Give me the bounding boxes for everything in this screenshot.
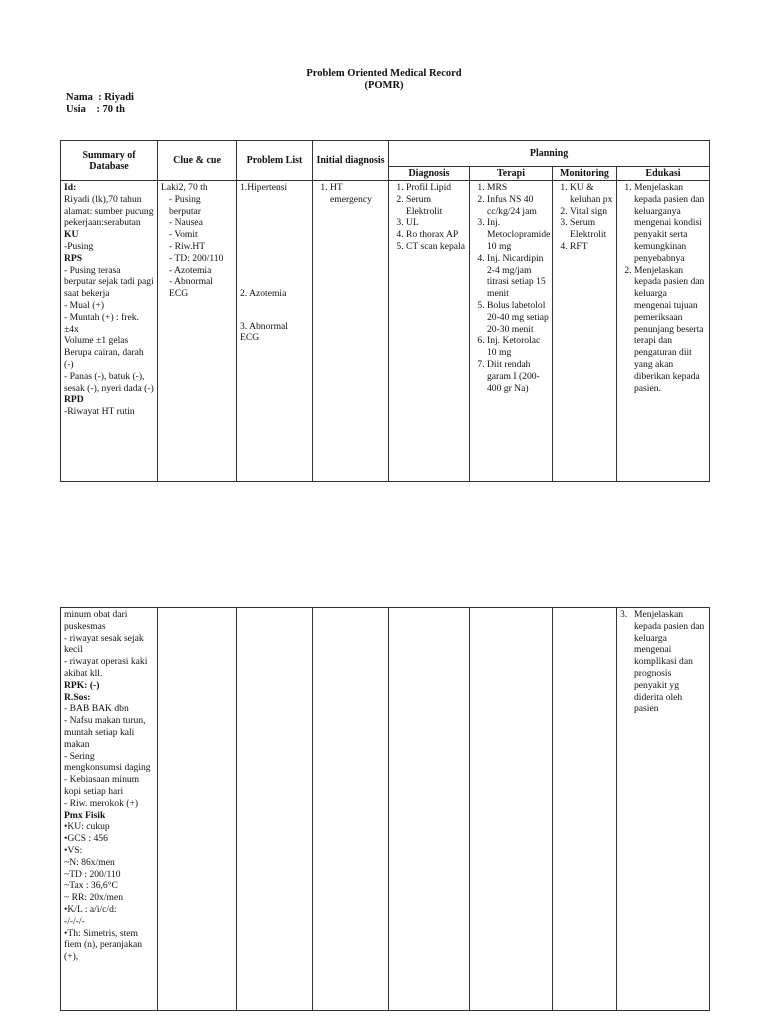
summary-line: Volume ±1 gelas Berupa cairan, darah (-) <box>64 335 144 370</box>
summary-line: - Sering mengkonsumsi daging <box>64 750 151 774</box>
edukasi-item: Menjelaskan kepada pasien dan keluarga mengenai komplikasi dan prognosis penyakit yg diderita oleh pasien <box>634 609 705 715</box>
summary-line: ~N: 86x/men <box>64 856 115 868</box>
clue-item: - Abnormal ECG <box>169 276 213 300</box>
summary-line: - Riw. merokok (+) <box>64 797 139 809</box>
summary-line: ~ RR: 20x/men <box>64 892 124 904</box>
header-diagnosis: Diagnosis <box>389 167 470 181</box>
planning-diagnosis-cell <box>389 181 470 482</box>
planning-terapi-cell <box>470 181 553 482</box>
summary-line: -Riwayat HT rutin <box>64 406 135 418</box>
diagnosis-item: 1. Profil Lipid <box>406 182 466 194</box>
summary-line: ~Tax : 36,6°C <box>64 880 118 892</box>
summary-line: Riyadi (lk),70 tahun <box>64 193 142 205</box>
summary-line: minum obat dari puskesmas <box>64 609 128 632</box>
summary-line: RPD <box>64 394 84 406</box>
problem-item: 3. Abnormal ECG <box>240 320 288 344</box>
initial-diagnosis-cell <box>313 181 389 482</box>
pomr-table-page2 <box>60 607 710 1011</box>
summary-line: - Mual (+) <box>64 299 105 311</box>
summary-line: Pmx Fisik <box>64 809 106 821</box>
summary-line: R.Sos: <box>64 691 91 703</box>
summary-line: - Pusing terasa berputar sejak tadi pagi saat bekerja <box>64 264 154 300</box>
monitoring-item: 1. KU & keluhan px <box>570 182 613 206</box>
clue-item: - Riw.HT <box>169 240 206 252</box>
diagnosis-item: 2. Serum Elektrolit <box>406 194 466 218</box>
diagnosis-item: 5. CT scan kepala <box>406 241 466 253</box>
summary-line: ~TD : 200/110 <box>64 868 121 880</box>
monitoring-item: 2. Vital sign <box>570 206 613 218</box>
summary-line: - Kebiasaan minum kopi setiap hari <box>64 774 140 797</box>
summary-line: KU <box>64 229 79 241</box>
terapi-item: 7. Diit rendah garam I (200-400 gr Na) <box>487 359 549 394</box>
summary-line: - riwayat sesak sejak kecil <box>64 632 144 656</box>
planning-monitoring-cell <box>553 181 617 482</box>
terapi-item: 2. Infus NS 40 cc/kg/24 jam <box>487 194 549 218</box>
summary-cell <box>61 608 158 1011</box>
summary-line: - Panas (-), batuk (-), sesak (-), nyeri dada (-) <box>64 370 154 394</box>
header-clue: Clue & cue <box>158 141 237 181</box>
problem-item: 1.Hipertensi <box>240 182 288 193</box>
clue-item: - TD: 200/110 <box>169 252 224 264</box>
diagnosis-item: 3. UL <box>406 217 466 229</box>
summary-line: - riwayat operasi kaki akibat kll. <box>64 656 148 679</box>
terapi-item: 6. Inj. Ketorolac 10 mg <box>487 335 549 359</box>
clue-cell <box>158 608 237 1011</box>
summary-line: alamat: sumber pucung <box>64 205 154 217</box>
initial-diagnosis-item: 1. HT emergency <box>330 182 385 206</box>
summary-line: - Nafsu makan turun, muntah setiap kali makan <box>64 715 146 750</box>
header-initial-diagnosis: Initial diagnosis <box>313 141 389 181</box>
header-edukasi: Edukasi <box>617 167 710 181</box>
terapi-item: 4. Inj. Nicardipin 2-4 mg/jam titrasi setiap 15 menit <box>487 253 549 300</box>
summary-line: - Muntah (+) : frek. ±4x <box>64 311 139 335</box>
edukasi-number: 3. <box>620 609 628 620</box>
pomr-table-page1 <box>60 140 710 482</box>
problem-list-cell <box>237 181 313 482</box>
initial-diagnosis-cell <box>313 608 389 1011</box>
summary-line: Id: <box>64 182 77 193</box>
clue-cell <box>158 181 237 482</box>
terapi-item: 1. MRS <box>487 182 549 194</box>
clue-item: - Vomit <box>169 229 198 241</box>
planning-terapi-cell <box>470 608 553 1011</box>
edukasi-item: 2. Menjelaskan kepada pasien dan keluarga mengenai tujuan pemeriksaan penunjang beserta terapi dan pengaturan diit yang akan diberikan kepada pasien. <box>634 265 706 395</box>
problem-list-cell <box>237 608 313 1011</box>
problem-item: 2. Azotemia <box>240 287 287 299</box>
summary-line: •VS: <box>64 844 83 856</box>
clue-item: Laki2, 70 th <box>161 182 208 193</box>
header-planning: Planning <box>389 141 710 167</box>
clue-item: - Pusing berputar <box>169 193 201 217</box>
header-monitoring: Monitoring <box>553 167 617 181</box>
edukasi-item: 1. Menjelaskan kepada pasien dan keluarganya mengenai kondisi penyakit serta kemungkinan penyebabnya <box>634 182 706 265</box>
summary-line: •GCS : 456 <box>64 833 108 845</box>
patient-age: Usia : 70 th <box>66 104 125 115</box>
terapi-item: 5. Bolus labetolol 20-40 mg setiap 20-30 menit <box>487 300 549 335</box>
summary-line: -/-/-/- <box>64 915 85 927</box>
summary-line: - BAB BAK dbn <box>64 703 129 715</box>
header-summary: Summary of Database <box>61 141 158 181</box>
document-subtitle: (POMR) <box>364 80 404 91</box>
clue-item: - Azotemia <box>169 264 212 276</box>
monitoring-item: 4. RFT <box>570 241 613 253</box>
header-terapi: Terapi <box>470 167 553 181</box>
header-problem-list: Problem List <box>237 141 313 181</box>
monitoring-item: 3. Serum Elektrolit <box>570 217 613 241</box>
document-title: Problem Oriented Medical Record <box>306 68 462 79</box>
planning-edukasi-cell <box>617 608 710 1011</box>
summary-line: pekerjaan:serabutan <box>64 217 141 229</box>
clue-item: - Nausea <box>169 217 203 229</box>
planning-diagnosis-cell <box>389 608 470 1011</box>
diagnosis-item: 4. Ro thorax AP <box>406 229 466 241</box>
planning-monitoring-cell <box>553 608 617 1011</box>
terapi-item: 3. Inj. Metoclopramide 10 mg <box>487 217 549 252</box>
summary-line: •KU: cukup <box>64 821 110 833</box>
summary-line: -Pusing <box>64 240 94 252</box>
planning-edukasi-cell <box>617 181 710 482</box>
summary-cell <box>61 181 158 482</box>
patient-name: Nama : Riyadi <box>66 92 134 103</box>
summary-line: RPK: (-) <box>64 679 100 691</box>
summary-line: RPS <box>64 252 83 264</box>
summary-line: •K/L : a/i/c/d: <box>64 903 117 915</box>
summary-line: •Th: Simetris, stem fiem (n), peranjakan (+), <box>64 927 143 963</box>
